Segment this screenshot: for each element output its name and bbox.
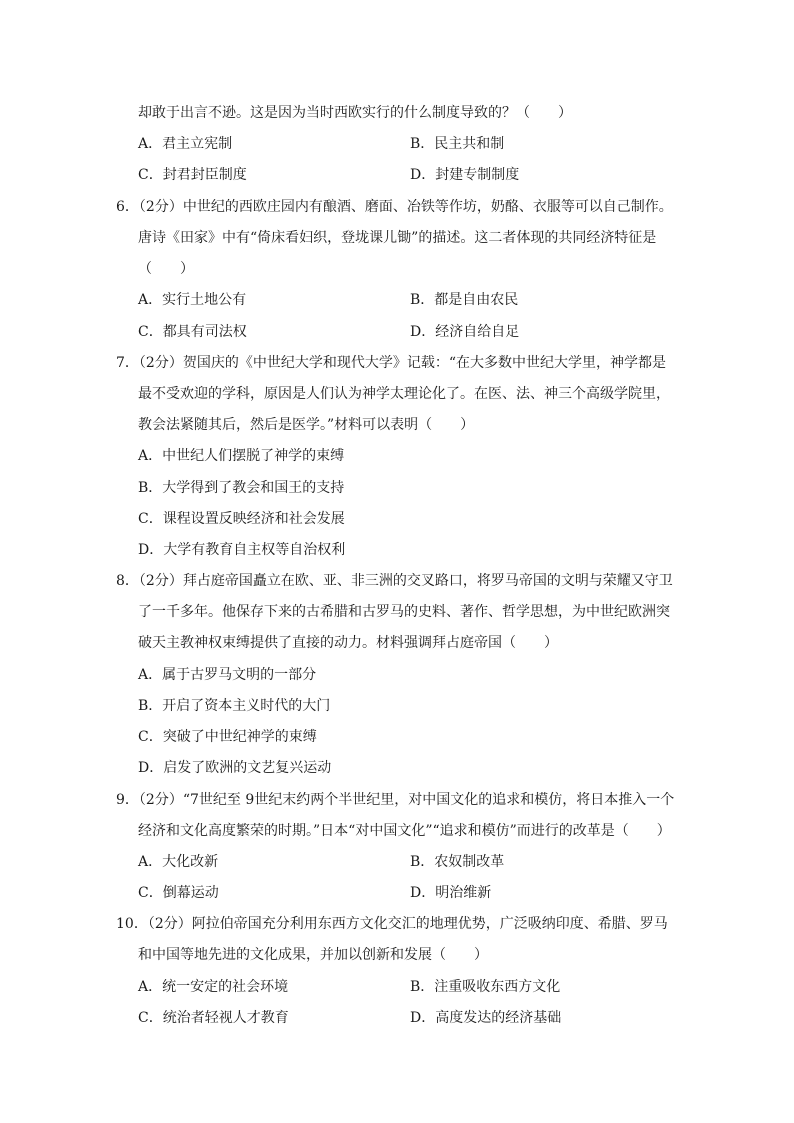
q7-option-d: D．大学有教育自主权等自治权利: [138, 542, 346, 558]
q5-option-c: C．封君封臣制度: [138, 167, 247, 183]
q9-option-a: A．大化改新: [138, 854, 219, 870]
q8-stem-line3: 破天主教神权束缚提供了直接的动力。材料强调拜占庭帝国（ ）: [138, 635, 558, 651]
q7-option-a: A．中世纪人们摆脱了神学的束缚: [138, 448, 345, 464]
q10-option-c: C．统治者轻视人才教育: [138, 1010, 289, 1026]
q7-stem-line3: 教会法紧随其后，然后是医学。”材料可以表明（ ）: [138, 417, 475, 433]
q10-stem-line1: 10．（2分）阿拉伯帝国充分利用东西方文化交汇的地理优势，广泛吸纳印度、希腊、罗马: [116, 916, 668, 932]
q8-option-d: D．启发了欧洲的文艺复兴运动: [138, 760, 332, 776]
q7-stem-line1: 7．（2分）贺国庆的《中世纪大学和现代大学》记载：“在大多数中世纪大学里，神学都是: [116, 355, 666, 371]
q6-stem-line1: 6．（2分）中世纪的西欧庄园内有酿酒、磨面、冶铁等作坊，奶酪、衣服等可以自己制作。: [116, 199, 673, 215]
q8-option-c: C．突破了中世纪神学的束缚: [138, 729, 317, 745]
q9-option-b: B．农奴制改革: [410, 854, 505, 870]
q6-option-b: B．都是自由农民: [410, 292, 519, 308]
q10-option-a: A．统一安定的社会环境: [138, 979, 289, 995]
q6-option-d: D．经济自给自足: [410, 324, 520, 340]
q8-option-b: B．开启了资本主义时代的大门: [138, 698, 331, 714]
q7-stem-line2: 最不受欢迎的学科，原因是人们认为神学太理论化了。在医、法、神三个高级学院里，: [138, 386, 670, 402]
q8-stem-line2: 了一千多年。他保存下来的古希腊和古罗马的史料、著作、哲学思想，为中世纪欧洲突: [138, 604, 670, 620]
q9-option-d: D．明治维新: [410, 885, 492, 901]
q9-option-c: C．倒幕运动: [138, 885, 219, 901]
q6-option-c: C．都具有司法权: [138, 324, 247, 340]
q6-option-a: A．实行土地公有: [138, 292, 247, 308]
q5-option-d: D．封建专制制度: [410, 167, 520, 183]
q10-option-b: B．注重吸收东西方文化: [410, 979, 561, 995]
q5-stem-line: 却敢于出言不逊。这是因为当时西欧实行的什么制度导致的？（ ）: [138, 105, 572, 121]
q9-stem-line2: 经济和文化高度繁荣的时期。”日本“对中国文化”“追求和模仿”而进行的改革是（ ）: [138, 823, 671, 839]
q5-option-a: A．君主立宪制: [138, 136, 233, 152]
q8-option-a: A．属于古罗马文明的一部分: [138, 667, 317, 683]
q7-option-b: B．大学得到了教会和国王的支持: [138, 480, 345, 496]
q5-option-b: B．民主共和制: [410, 136, 505, 152]
q7-option-c: C．课程设置反映经济和社会发展: [138, 511, 345, 527]
q8-stem-line1: 8．（2分）拜占庭帝国矗立在欧、亚、非三洲的交叉路口，将罗马帝国的文明与荣耀又守卫: [116, 573, 673, 589]
q6-stem-line2: 唐诗《田家》中有“倚床看妇织，登垅课儿锄”的描述。这二者体现的共同经济特征是: [138, 230, 657, 246]
q6-stem-line3: （ ）: [138, 261, 194, 277]
q10-stem-line2: 和中国等地先进的文化成果，并加以创新和发展（ ）: [138, 947, 488, 963]
q9-stem-line1: 9．（2分）“7世纪至 9世纪末约两个半世纪里，对中国文化的追求和模仿，将日本推入一个: [116, 792, 675, 808]
q10-option-d: D．高度发达的经济基础: [410, 1010, 562, 1026]
